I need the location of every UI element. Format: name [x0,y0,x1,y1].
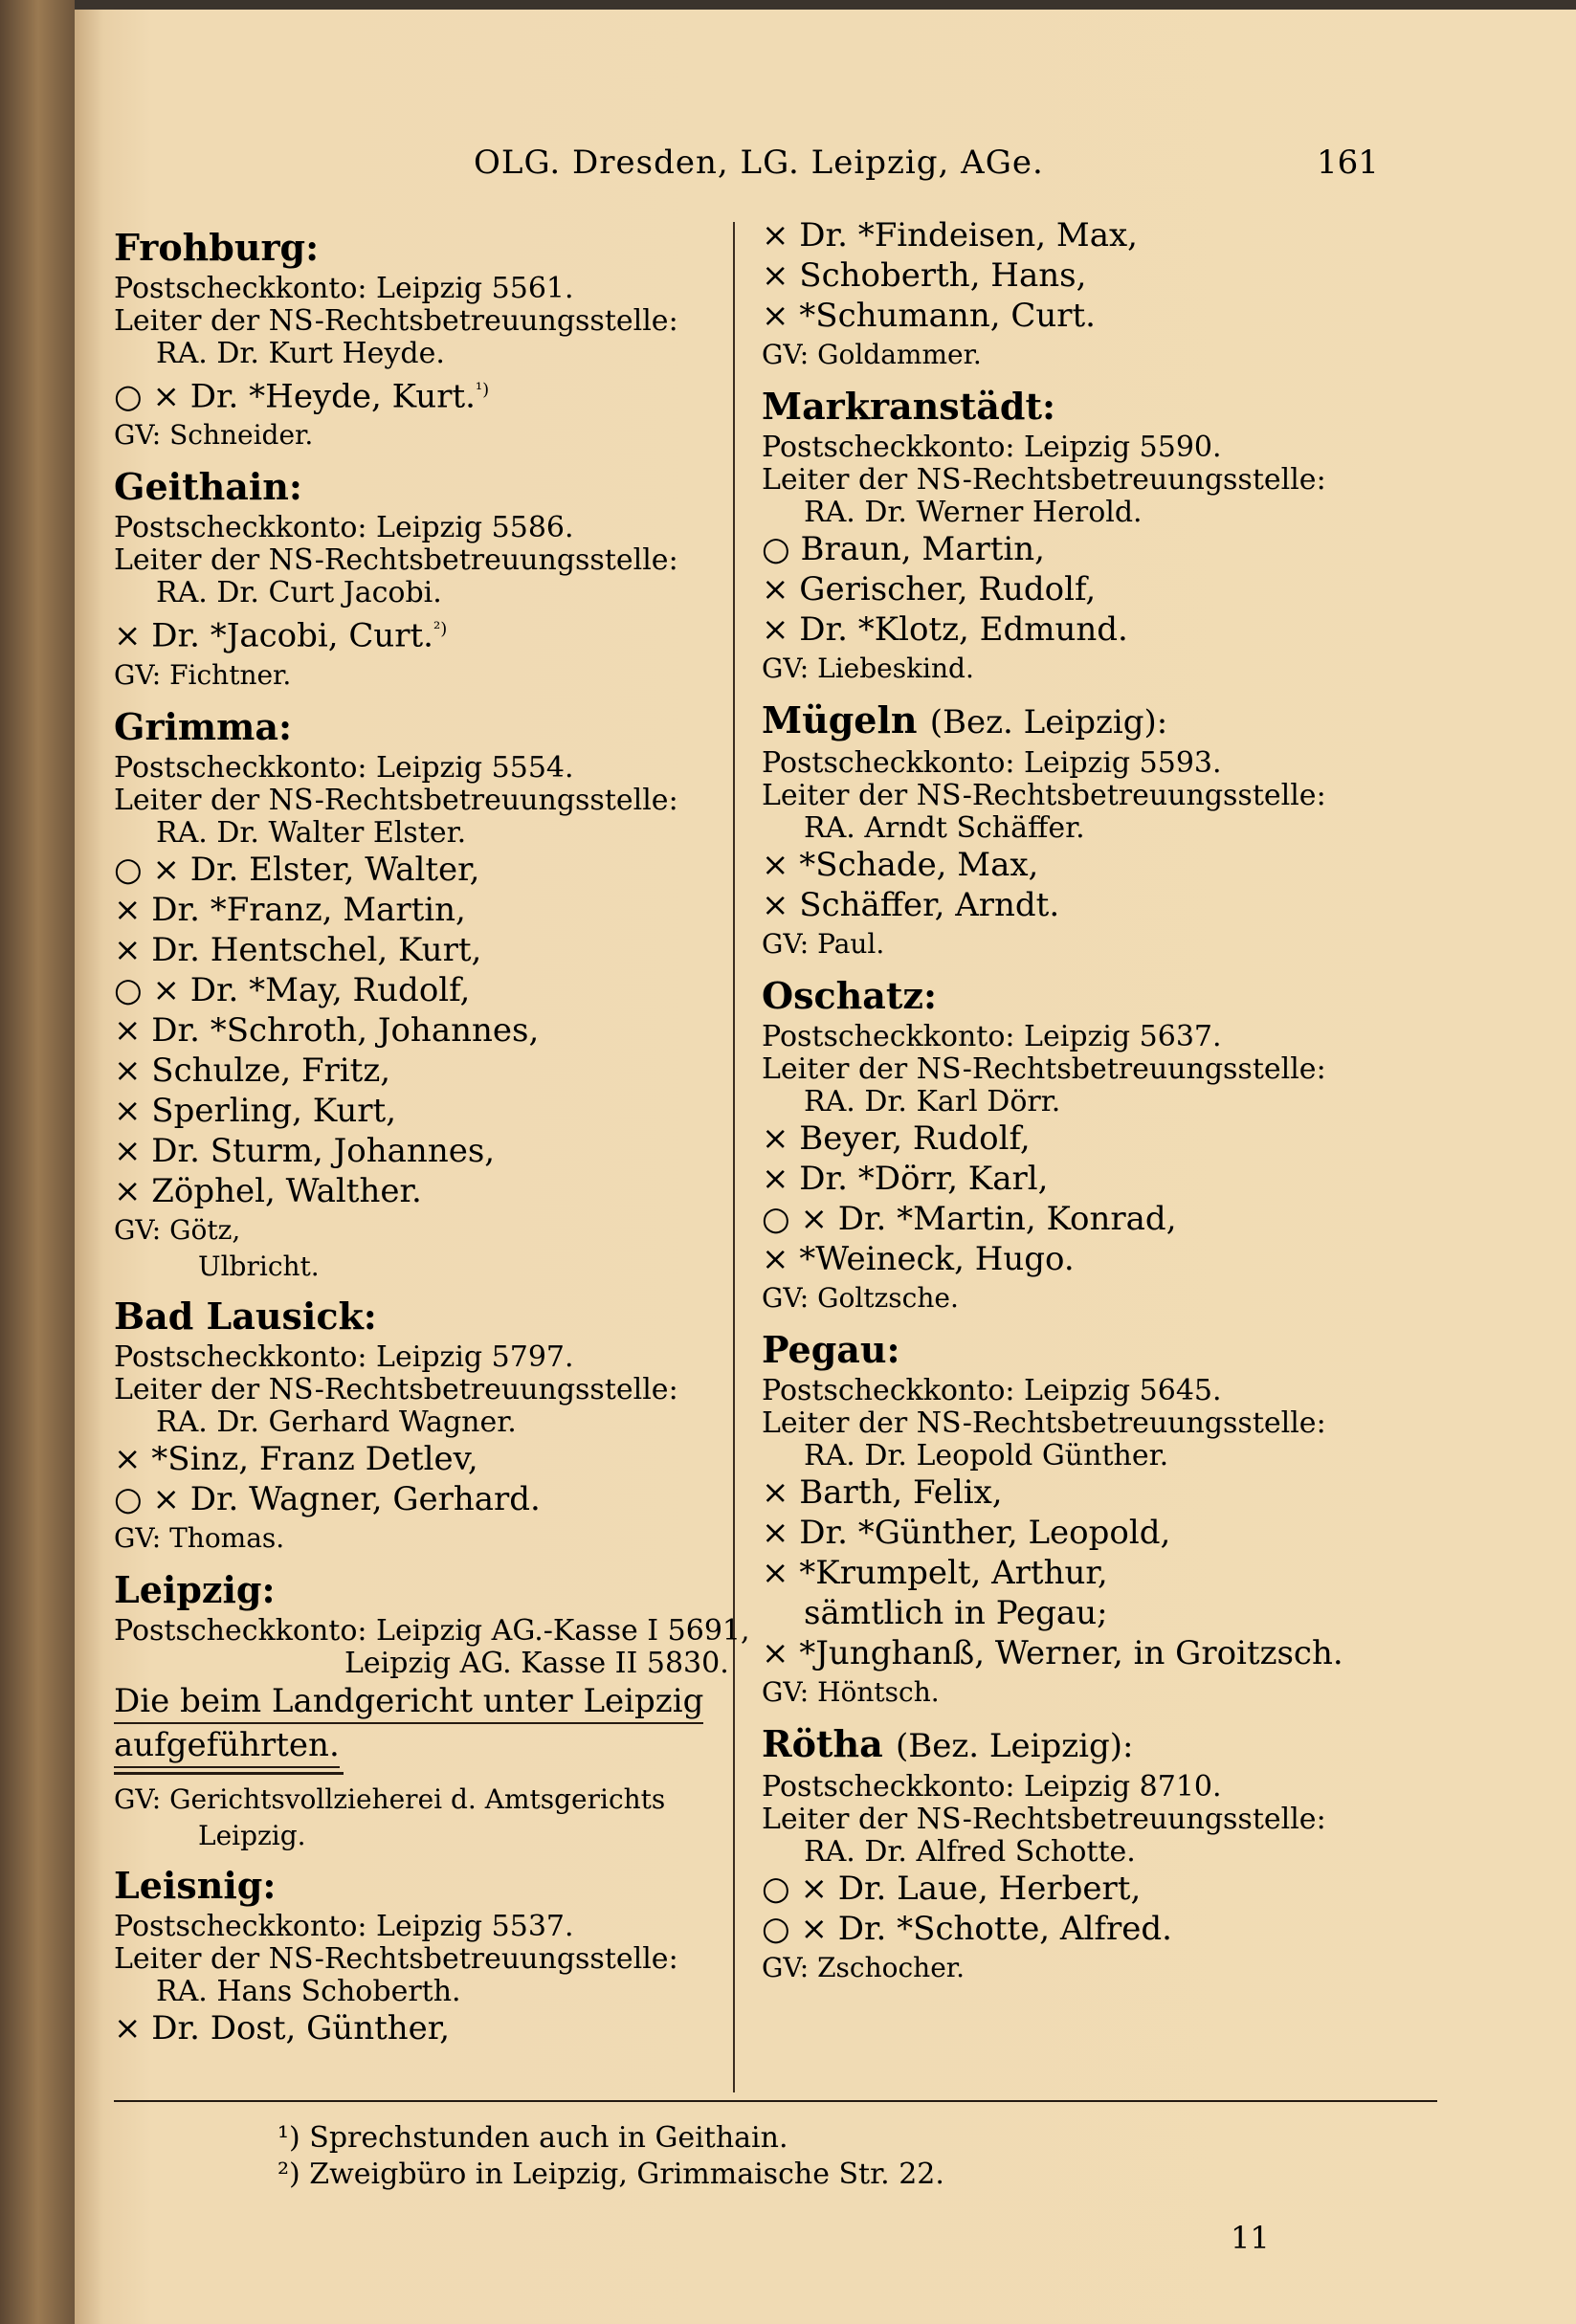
section-title: Frohburg: [114,226,320,269]
postscheck-line-2: Leipzig AG. Kasse II 5830. [344,1646,729,1680]
section-frohburg [114,223,803,454]
section-geithain [114,462,803,694]
section-title: Pegau: [762,1328,900,1371]
leader-name: RA. Dr. Walter Elster. [156,815,467,850]
lawyer-name: × Dr. *Klotz, Edmund. [762,610,1128,649]
gv-line: GV: Liebeskind. [762,653,974,684]
postscheck-line: Postscheckkonto: Leipzig 5797. [114,1339,574,1374]
lawyer-name: × Dr. *Schroth, Johannes, [114,1010,540,1050]
leader-name: RA. Dr. Kurt Heyde. [156,337,445,370]
gv-line: GV: Schneider. [114,419,314,452]
leiter-line: Leiter der NS-Rechtsbetreuungsstelle: [114,1372,678,1406]
section-subtitle: (Bez. Leipzig): [929,703,1168,741]
postscheck-line: Postscheckkonto: Leipzig AG.-Kasse I 5691, [114,1613,750,1648]
lawyer-name: × Beyer, Rudolf, [762,1119,1031,1158]
reference-note-line-1: Die beim Landgericht unter Leipzig [114,1680,703,1724]
lawyer-name: ○ × Dr. Laue, Herbert, [762,1870,1142,1908]
reference-note-2 [114,1724,803,1768]
postscheck-line: Postscheckkonto: Leipzig 5561. [114,272,574,305]
footnote-rule [114,2100,1437,2102]
section-title-name: Rötha [762,1722,883,1765]
section-subtitle: (Bez. Leipzig): [895,1727,1134,1765]
book-spine [0,0,75,2324]
lawyer-name: ○ × Dr. *Heyde, Kurt. [114,377,476,416]
postscheck-line: Postscheckkonto: Leipzig 5645. [762,1374,1222,1407]
postscheck-line: Postscheckkonto: Leipzig 5593. [762,746,1222,780]
leiter-line: Leiter der NS-Rechtsbetreuungsstelle: [114,783,678,817]
leader-name: RA. Dr. Curt Jacobi. [156,576,442,610]
section-oschatz [762,971,1432,1317]
section-title-name: Mügeln [762,698,918,741]
footnote-ref: ²) [433,619,448,640]
leader-name: RA. Dr. Karl Dörr. [804,1085,1061,1118]
lawyer-name: × *Weineck, Hugo. [762,1240,1075,1278]
lawyer-name: ○ × Dr. Wagner, Gerhard. [114,1479,541,1518]
lawyer-name: ○ Braun, Martin, [762,530,1045,568]
page-number: 161 [1317,144,1379,182]
section-leipzig [114,1565,803,1853]
leiter-line: Leiter der NS-Rechtsbetreuungsstelle: [762,1803,1326,1836]
gv-line: GV: Goltzsche. [762,1282,959,1314]
gv-line: GV: Götz, [114,1213,241,1246]
postscheck-line: Postscheckkonto: Leipzig 5637. [762,1020,1222,1053]
lawyer-entry [114,609,803,655]
section-muegeln [762,696,1432,963]
lawyer-name: × *Sinz, Franz Detlev, [114,1439,478,1478]
section-title [762,1719,1432,1771]
lawyer-name: × Schäffer, Arndt. [762,886,1060,924]
lawyer-name: × *Krumpelt, Arthur, [762,1554,1108,1592]
leader-name: RA. Dr. Alfred Schotte. [804,1835,1136,1869]
section-title [762,696,1432,747]
leiter-line: Leiter der NS-Rechtsbetreuungsstelle: [114,543,678,578]
gv-line: GV: Zschocher. [762,1952,965,1983]
section-title: Oschatz: [762,974,938,1017]
lawyer-name: ○ × Dr. *Schotte, Alfred. [762,1910,1172,1948]
section-leisnig-cont [762,215,1432,374]
footnote-ref: ¹) [475,380,490,400]
gv-line: GV: Goldammer. [762,339,982,370]
gv-line: GV: Gerichtsvollzieherei d. Amtsgerichts [114,1782,666,1815]
leader-name: RA. Dr. Leopold Günther. [804,1439,1169,1472]
postscheck-line: Postscheckkonto: Leipzig 5586. [114,511,574,545]
section-bad-lausick [114,1292,803,1558]
leiter-line: Leiter der NS-Rechtsbetreuungsstelle: [762,1052,1326,1086]
lawyer-name: × Dr. *Franz, Martin, [114,890,466,929]
section-markranstaedt [762,382,1432,688]
lawyer-entry [114,370,803,416]
postscheck-line: Postscheckkonto: Leipzig 5590. [762,431,1222,464]
leader-name: RA. Arndt Schäffer. [804,811,1085,845]
lawyer-name: × Schoberth, Hans, [762,256,1087,295]
location-note: sämtlich in Pegau; [804,1594,1108,1632]
section-leisnig [114,1861,803,2048]
lawyer-name: × *Schumann, Curt. [762,297,1096,335]
lawyer-name: × Dr. Dost, Günther, [114,2008,451,2047]
section-pegau [762,1325,1432,1712]
lawyer-name: × Dr. *Dörr, Karl, [762,1160,1049,1198]
lawyer-name: × Dr. *Findeisen, Max, [762,216,1138,255]
gv-line: GV: Paul. [762,928,885,960]
lawyer-name: × Zöphel, Walther. [114,1171,422,1210]
leader-name: RA. Hans Schoberth. [156,1974,461,2008]
reference-note [114,1680,803,1724]
postscheck-line: Postscheckkonto: Leipzig 8710. [762,1770,1222,1804]
gv-line: GV: Fichtner. [114,658,292,691]
section-title: Geithain: [114,465,302,509]
left-column [114,215,803,2048]
reference-note-line-2: aufgeführten. [114,1724,340,1768]
lawyer-name: × *Junghanß, Werner, in Groitzsch. [762,1634,1343,1672]
leiter-line: Leiter der NS-Rechtsbetreuungsstelle: [762,463,1326,497]
section-title: Leisnig: [114,1863,277,1907]
postscheck-line: Postscheckkonto: Leipzig 5537. [114,1909,574,1943]
lawyer-name: × Dr. *Jacobi, Curt. [114,616,433,655]
lawyer-name: × *Schade, Max, [762,846,1039,884]
postscheck-line: Postscheckkonto: Leipzig 5554. [114,750,574,785]
section-title: Markranstädt: [762,385,1056,428]
leiter-line: Leiter der NS-Rechtsbetreuungsstelle: [762,779,1326,812]
footnote-2: ²) Zweigbüro in Leipzig, Grimmaische Str. 22. [277,2158,944,2191]
lawyer-name: ○ × Dr. Elster, Walter, [114,850,480,889]
section-title: Grimma: [114,704,292,748]
leiter-line: Leiter der NS-Rechtsbetreuungsstelle: [114,1941,678,1976]
gv-line: GV: Thomas. [114,1521,285,1554]
lawyer-name: × Dr. Hentschel, Kurt, [114,930,482,969]
lawyer-name: × Barth, Felix, [762,1473,1003,1512]
section-rule [114,1772,344,1775]
section-title: Leipzig: [114,1567,276,1611]
section-roetha [762,1719,1432,1987]
running-title: OLG. Dresden, LG. Leipzig, AGe. [474,144,1044,182]
gv-line-2: Ulbricht. [198,1250,320,1282]
gv-line: GV: Höntsch. [762,1676,940,1708]
footnote-1: ¹) Sprechstunden auch in Geithain. [277,2121,788,2155]
lawyer-name: ○ × Dr. *Martin, Konrad, [762,1200,1177,1238]
right-column [762,215,1432,1987]
lawyer-name: × Dr. Sturm, Johannes, [114,1131,496,1170]
lawyer-name: × Sperling, Kurt, [114,1091,397,1130]
leiter-line: Leiter der NS-Rechtsbetreuungsstelle: [762,1406,1326,1440]
lawyer-name: × Dr. *Günther, Leopold, [762,1514,1171,1552]
leader-name: RA. Dr. Werner Herold. [804,496,1143,529]
lawyer-name: × Schulze, Fritz, [114,1051,391,1090]
lawyer-name: ○ × Dr. *May, Rudolf, [114,970,471,1009]
lawyer-name: × Gerischer, Rudolf, [762,570,1097,609]
signature-mark: 11 [1231,2220,1270,2256]
leiter-line: Leiter der NS-Rechtsbetreuungsstelle: [114,304,678,338]
gv-line-2: Leipzig. [198,1819,306,1851]
section-title: Bad Lausick: [114,1294,377,1338]
section-grimma [114,702,803,1284]
leader-name: RA. Dr. Gerhard Wagner. [156,1405,517,1439]
